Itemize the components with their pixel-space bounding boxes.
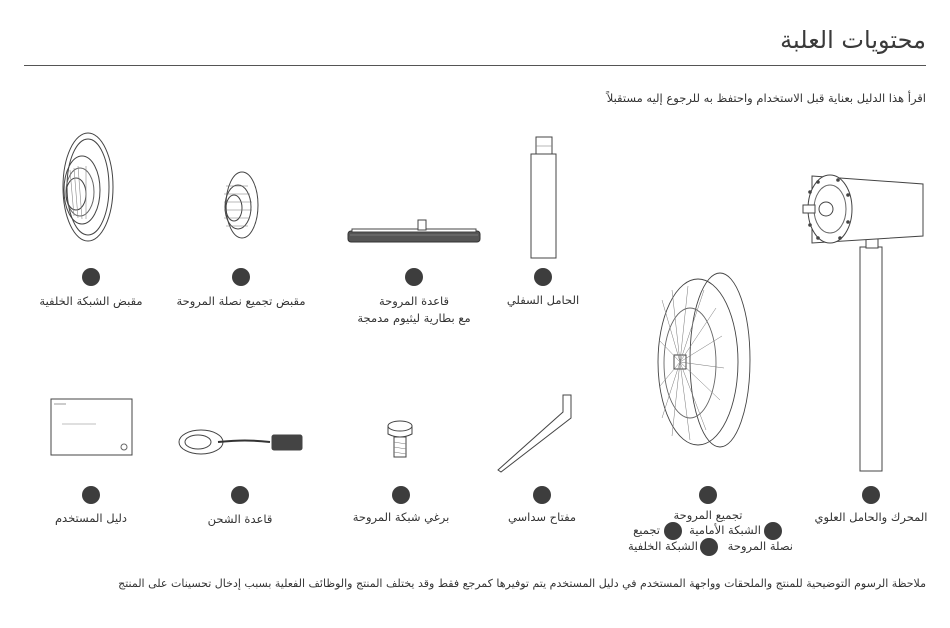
callout-dot-hex-key (533, 486, 551, 504)
label-hex-key: مفتاح سداسي (507, 510, 577, 524)
label-assembly: تجميع (633, 523, 660, 537)
title-divider (24, 65, 926, 66)
label-rear-grille-handle: مقبض الشبكة الخلفية (39, 294, 143, 308)
label-blade-assembly-handle: مقبض تجميع نصلة المروحة (176, 294, 306, 308)
label-lower-holder: الحامل السفلي (506, 293, 580, 307)
label-user-manual: دليل المستخدم (54, 511, 128, 525)
label-charging-base: قاعدة الشحن (207, 512, 273, 526)
callout-dot-grille-screw (392, 486, 410, 504)
callout-dot-fan-base (405, 268, 423, 286)
footnote: ملاحظة الرسوم التوضيحية للمنتج والملحقات وواجهة المستخدم في دليل المستخدم يتم توفيرها كمرجع فقط وقد يختلف المنتج والوظائف الفعلية بسبب إدخال تحسينات على المنتج (118, 577, 926, 590)
label-fan-base-line2: مع بطارية ليثيوم مدمجة (357, 311, 471, 325)
callout-dot-motor-upper-holder (862, 486, 880, 504)
label-rear-grille: الشبكة الخلفية (628, 539, 698, 553)
label-motor-upper-holder: المحرك والحامل العلوي (814, 510, 928, 524)
page-title: محتويات العلبة (780, 26, 926, 54)
callout-dot-blade-rear-grille (700, 538, 718, 556)
callout-dot-blade-assembly-handle (232, 268, 250, 286)
label-fan-base-line1: قاعدة المروحة (378, 294, 450, 308)
callout-dot-assembly (664, 522, 682, 540)
callout-dot-lower-holder (534, 268, 552, 286)
label-grille-screw: برغي شبكة المروحة (352, 510, 450, 524)
label-blade: نصلة المروحة (727, 539, 793, 553)
callout-dot-charging-base (231, 486, 249, 504)
intro-text: اقرأ هذا الدليل بعناية قبل الاستخدام واحتفظ به للرجوع إليه مستقبلاً (606, 91, 926, 105)
callout-dot-front-grille (764, 522, 782, 540)
callout-dot-fan-assembly (699, 486, 717, 504)
callout-dot-user-manual (82, 486, 100, 504)
label-fan-assembly: تجميع المروحة (673, 508, 743, 522)
label-front-grille: الشبكة الأمامية (689, 523, 761, 537)
callout-dot-rear-grille-handle (82, 268, 100, 286)
